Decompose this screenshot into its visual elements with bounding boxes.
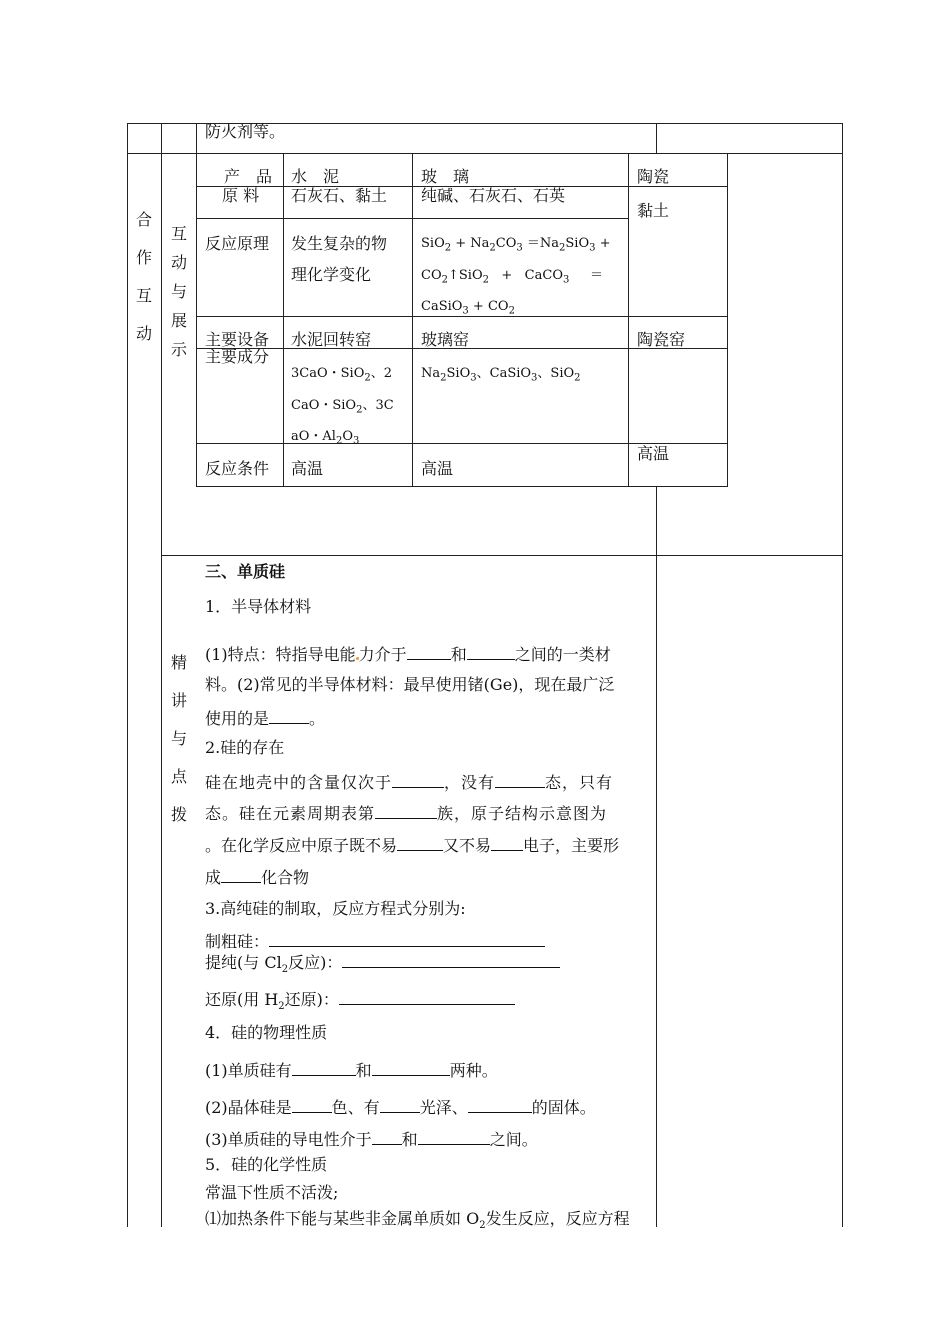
- purify-line: 提纯(与 $Cl_2$反应)：: [205, 951, 560, 980]
- inner-label-char: 展: [170, 311, 187, 330]
- inner-label-char: 讲: [170, 691, 187, 710]
- inner-label-char: 点: [170, 767, 187, 786]
- glass-equation-line2: $CO_2↑SiO_2$ + CaCO$_3$ ＝: [421, 268, 604, 286]
- heading-physical: 4．硅的物理性质: [205, 1023, 328, 1042]
- col-divider-2: [196, 123, 197, 153]
- outer-label-char: 互: [135, 286, 152, 305]
- section1-inner-divider: [161, 153, 162, 555]
- inner-label-char: 互: [170, 224, 187, 243]
- header-glass: 玻 璃: [421, 167, 470, 186]
- section1-outer-label: [134, 210, 154, 362]
- raw-cement: 石灰石、黏土: [291, 186, 388, 205]
- col-divider-1: [161, 123, 162, 153]
- equipment-ceramic: 陶瓷窑: [637, 330, 686, 349]
- equipment-glass: 玻璃窑: [421, 330, 470, 349]
- table-right-border: [842, 123, 843, 1227]
- table-left-border: [127, 123, 128, 1227]
- heading-preparation: 3.高纯硅的制取，反应方程式分别为:: [205, 899, 466, 918]
- inner-label-char: 示: [170, 340, 187, 359]
- principle-cement-2: 理化学变化: [291, 265, 372, 284]
- header-ceramic: 陶瓷: [637, 167, 670, 186]
- row-divider-2: [161, 555, 843, 556]
- components-cement-3: aO・$Al_2O_3$: [291, 429, 360, 447]
- existence-line2: 态。硅在元素周期表第 族，原子结构示意图为: [205, 804, 608, 823]
- col-divider-3b: [656, 486, 657, 1227]
- conditions-glass: 高温: [421, 459, 454, 478]
- conditions-label: 反应条件: [205, 459, 270, 478]
- outer-label-char: 动: [135, 324, 152, 343]
- physical-line3: (3)单质硅的导电性介于 和 之间。: [205, 1130, 538, 1149]
- reduce-line: 还原(用 $H_2$还原)：: [205, 988, 515, 1017]
- pt-v3: [628, 153, 629, 486]
- components-glass: $Na_2SiO_3$、CaSiO$_3$、SiO$_2$: [421, 366, 581, 384]
- equipment-cement: 水泥回转窑: [291, 330, 372, 349]
- pt-bottom: [196, 486, 728, 487]
- section1-inner-label: [169, 224, 189, 369]
- raw-label: 原 料: [222, 186, 260, 205]
- section-heading: 三、单质硅: [205, 562, 286, 581]
- raw-ceramic: 黏土: [637, 201, 670, 220]
- col-divider-3: [656, 123, 657, 153]
- chemical-line2: ⑴加热条件下能与某些非金属单质如 $O_2$发生反应，反应方程: [205, 1209, 630, 1232]
- equipment-label: 主要设备: [205, 330, 270, 349]
- section2-inner-label: [169, 653, 189, 843]
- existence-line1: 硅在地壳中的含量仅次于 ，没有 态，只有: [205, 773, 614, 792]
- fire-retardant-text: 防火剂等。: [205, 122, 286, 141]
- physical-line2: (2)晶体硅是 色、有 光泽、 的固体。: [205, 1098, 596, 1117]
- outer-label-char: 合: [135, 210, 152, 229]
- inner-label-char: 拨: [170, 805, 187, 824]
- col-divider-1b: [161, 555, 162, 1227]
- header-cement: 水 泥: [291, 167, 340, 186]
- raw-glass: 纯碱、石灰石、石英: [421, 186, 566, 205]
- pt-v1: [283, 153, 284, 486]
- crude-silicon-line: 制粗硅：: [205, 930, 545, 952]
- chemical-line1: 常温下性质不活泼;: [205, 1183, 339, 1202]
- heading-existence: 2.硅的存在: [205, 738, 285, 757]
- components-cement-2: CaO・SiO$_2$、3C: [291, 398, 394, 416]
- existence-line4: 成 化合物: [205, 868, 310, 887]
- components-label: 主要成分: [205, 347, 270, 366]
- heading-semiconductor: 1．半导体材料: [205, 597, 312, 616]
- pt-v0: [196, 153, 197, 486]
- pt-v2: [412, 153, 413, 486]
- header-product: 产 品: [224, 167, 273, 186]
- physical-line1: (1)单质硅有 和 两种。: [205, 1061, 498, 1080]
- components-cement-1: 3CaO・SiO$_2$、2: [291, 366, 393, 384]
- pt-v4: [727, 153, 728, 486]
- existence-line3: 。在化学反应中原子既不易 又不易 电子，主要形: [205, 836, 620, 855]
- inner-label-char: 精: [170, 653, 187, 672]
- pt-top: [196, 153, 728, 154]
- inner-label-char: 与: [170, 282, 187, 301]
- semiconductor-line1: (1)特点：特指导电能 力介于 和 之间的一类材: [205, 645, 611, 664]
- inner-label-char: 与: [170, 729, 187, 748]
- glass-equation-line1: $SiO_2 + Na_2CO_3 =Na_2SiO_3$ +: [421, 236, 611, 254]
- semiconductor-line2: 料。(2)常见的半导体材料：最早使用锗(Ge)，现在最广泛: [205, 675, 615, 694]
- conditions-cement: 高温: [291, 459, 324, 478]
- heading-chemical: 5．硅的化学性质: [205, 1155, 328, 1174]
- principle-label: 反应原理: [205, 234, 270, 253]
- semiconductor-line3: 使用的是 。: [205, 709, 326, 728]
- conditions-ceramic: 高温: [637, 444, 670, 463]
- principle-cement-1: 发生复杂的物: [291, 234, 388, 253]
- glass-equation-line3: CaSiO$_3$ + $CO_2$: [421, 299, 515, 317]
- inner-label-char: 动: [170, 253, 187, 272]
- outer-label-char: 作: [135, 248, 152, 267]
